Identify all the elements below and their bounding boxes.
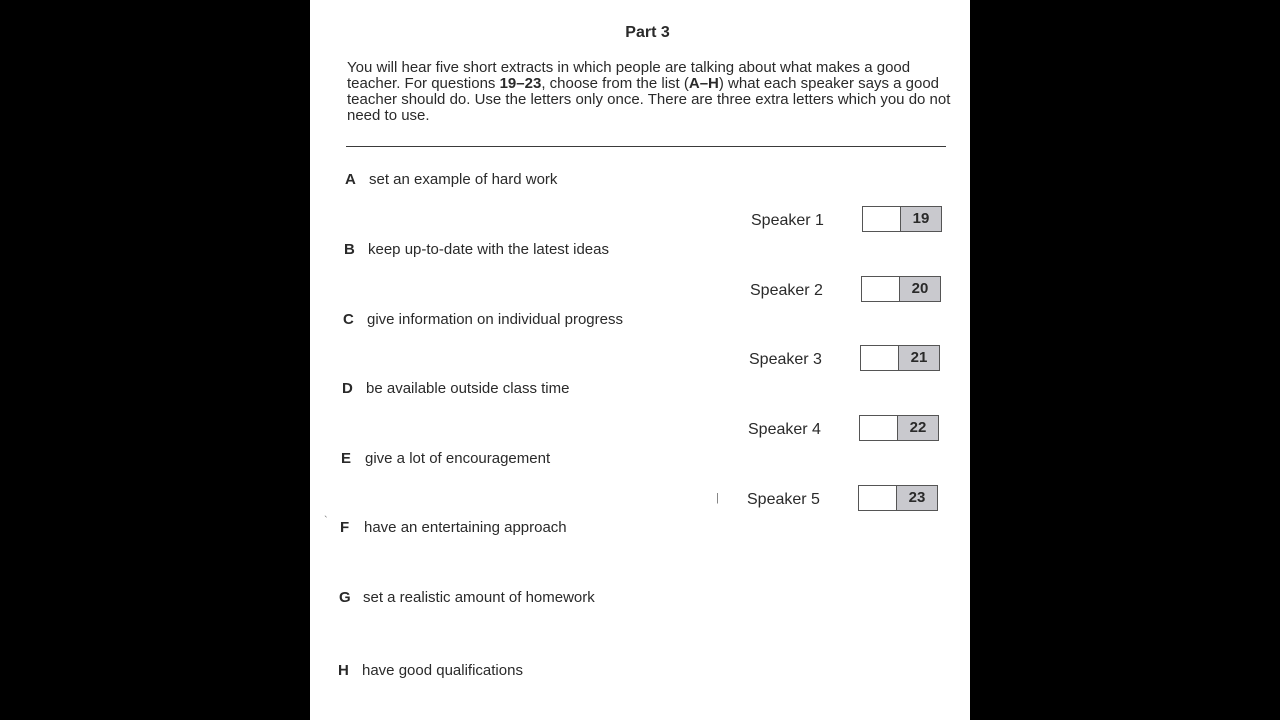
option-text: set an example of hard work [369,171,558,188]
question-number: 20 [899,277,940,301]
speaker-5-label: Speaker 5 [747,491,820,508]
answer-box-20[interactable] [861,276,941,302]
option-a [345,171,557,188]
option-letter: D [342,380,353,397]
option-h [338,662,523,679]
option-f [340,519,567,536]
speaker-3-label: Speaker 3 [749,351,822,368]
option-text: set a realistic amount of homework [363,589,595,606]
option-text: give a lot of encouragement [365,450,551,467]
instructions-text-3: ) what each speaker says a good teacher should do. Use the letters only once. There are three extra letters which you do not need to use. [347,75,951,124]
option-text: have good qualifications [362,662,523,679]
option-letter: B [344,241,355,258]
option-text: give information on individual progress [367,311,623,328]
divider [346,146,946,147]
scan-mark: ` [324,515,328,527]
question-number: 19 [900,207,941,231]
option-letter: C [343,311,354,328]
answer-box-19[interactable] [862,206,942,232]
answer-box-23[interactable] [858,485,938,511]
question-range: 19–23 [499,75,542,92]
question-number: 21 [898,346,939,370]
page-title: Part 3 [625,24,670,41]
exam-page [310,0,970,720]
option-g [339,589,595,606]
answer-box-21[interactable] [860,345,940,371]
speaker-2-label: Speaker 2 [750,282,823,299]
option-letter: H [338,662,349,679]
speaker-1-label: Speaker 1 [751,212,824,229]
option-text: keep up-to-date with the latest ideas [368,241,609,258]
scan-mark: | [716,492,719,504]
question-number: 22 [897,416,938,440]
speaker-4-label: Speaker 4 [748,421,821,438]
option-letter: E [341,450,352,467]
instructions-text-1: You will hear five short extracts in which people are talking about what makes a good teacher. For questions [347,59,911,92]
option-b [344,241,609,258]
option-text: have an entertaining approach [364,519,567,536]
instructions [347,60,952,124]
option-letter: F [340,519,350,536]
letter-range: A–H [688,75,719,92]
option-letter: G [339,589,351,606]
answer-box-22[interactable] [859,415,939,441]
option-letter: A [345,171,356,188]
option-text: be available outside class time [366,380,570,397]
instructions-text-2: , choose from the list ( [541,75,689,92]
option-e [341,450,550,467]
question-number: 23 [896,486,937,510]
option-c [343,311,623,328]
option-d [342,380,569,397]
